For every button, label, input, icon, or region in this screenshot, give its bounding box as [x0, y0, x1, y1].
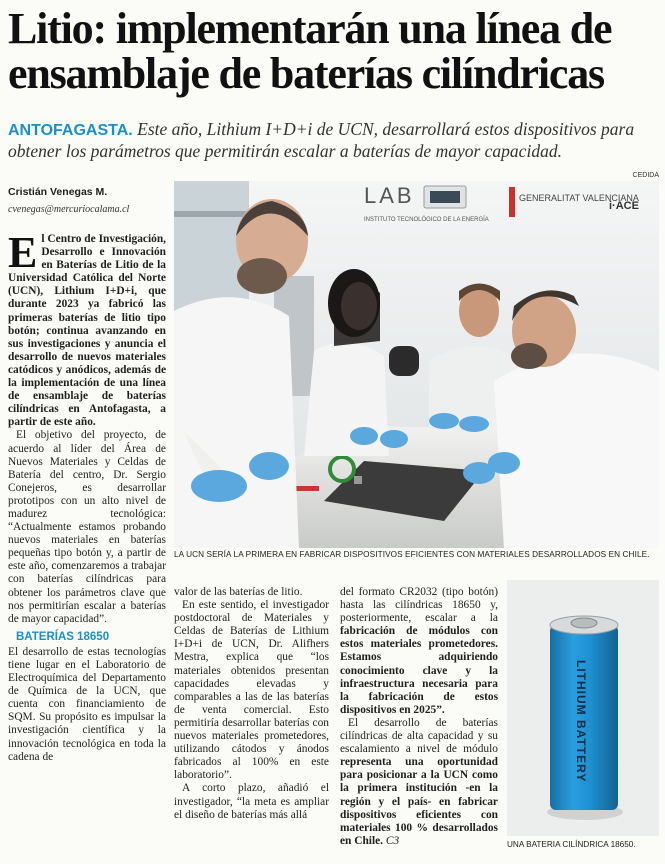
article-column-1 — [8, 228, 166, 764]
paragraph-value-chain: valor de las baterías de litio. — [174, 586, 303, 598]
paragraph-objective: El objetivo del proyecto, de acuerdo al líder del Área de Nuevos Materiales y Celdas de Batería del centro, Dr. Sergio Conejeros, es desarrollar prototipos con un alto nivel de madurez tecnológica: “Actualmente estamos probando nuevos materiales en baterías pequeñas tipo botón y, a partir de este año, comenzaremos a trabajar con baterías cilíndricas para obtener los parámetros clave que nos permitirían escalar a baterías de mayor capacidad”. — [8, 429, 166, 625]
paragraph-format: del formato CR2032 (tipo botón) hasta las cilíndricas 18650 y, posteriormente, escalar a la fabricación de módulos con estos materiales prometedores. Estamos adquiriendo conocimiento clave y la infraestructura necesaria para la fabricación de estos dispositivos en 2025”. — [340, 586, 498, 716]
drop-cap: E — [8, 228, 38, 277]
lead-text: Este año, Lithium I+D+i de UCN, desarrollará estos dispositivos para obtener los parámetros que permitirán escalar a baterías de mayor capacidad. — [8, 119, 635, 161]
battery-caption: UNA BATERIA CILÍNDRICA 18650. — [507, 840, 636, 849]
battery-label: LITHIUM BATTERY — [574, 660, 588, 783]
paragraph-short-term: A corto plazo, añadió el investigador, “la meta es ampliar el diseño de baterías más allá — [174, 782, 329, 821]
subheading: BATERÍAS 18650 — [16, 630, 110, 643]
paragraph-intro: El Centro de Investigación, Desarrollo e Innovación en Baterías de Litio de la Universidad Católica del Norte (UCN), Lithium I+D+i, que durante 2023 ya fabricó las primeras baterías de litio tipo botón; continua avanzando en sus investigaciones y anuncia el desarrollo de nuevos materiales catódicos y anódicos, además de la implementación de una línea de ensamblaje de baterías cilíndricas en Antofagasta, a partir de este año. — [8, 228, 166, 429]
paragraph-development: El desarrollo de estas tecnologías tiene lugar en el Laboratorio de Electroquímica del Departamento de Química de la UCN, que cuenta con financiamiento de SQM. Su propósito es impulsar la investigación científica y la innovación tecnológica en toda la cadena de — [8, 645, 166, 763]
lab-photo — [174, 181, 659, 548]
svg-text:INSTITUTO TECNOLÓGICO DE LA EN: INSTITUTO TECNOLÓGICO DE LA ENERGÍA — [364, 217, 489, 223]
lead-location: ANTOFAGASTA. — [8, 122, 133, 139]
paragraph-closing: El desarrollo de baterías cilíndricas de alta capacidad y su escalamiento a nivel de módulo representa una oportunidad para posicionar a la UCN como la primera institución -en la región y el país- en fabricar dispositivos eficientes con materiales 100 % desarrollados en Chile. C3 — [340, 716, 498, 847]
headline: Litio: implementarán una línea de ensamblaje de baterías cilíndricas — [8, 4, 612, 98]
paragraph-researcher: En este sentido, el investigador postdoctoral de Materiales y Celdas de Baterías de Lithium I+D+i de UCN, Dr. Alifhers Mestra, explica que “los materiales obtenidos presentan capacidades elevadas y comparables a las de las baterías de venta comercial. Esto permitiría desarrollar baterías con nuevos materiales prometedores, utilizando cátodos y ánodos fabricados al 100% en este laboratorio”. — [174, 599, 329, 782]
battery-photo — [507, 580, 659, 836]
author-email[interactable]: cvenegas@mercuriocalama.cl — [8, 204, 130, 215]
photo-caption: LA UCN SERÍA LA PRIMERA EN FABRICAR DISPOSITIVOS EFICIENTES CON MATERIALES DESARROLLADOS EN CHILE. — [174, 550, 650, 559]
author-name: Cristián Venegas M. — [8, 186, 108, 198]
battery-icon — [507, 580, 659, 836]
article-column-3 — [340, 586, 498, 848]
logo-iace: i·ACE — [609, 200, 639, 212]
photo-credit: CEDIDA — [632, 172, 659, 179]
svg-text:LAB: LAB — [364, 183, 415, 208]
end-mark: C3 — [385, 834, 400, 847]
svg-text:GENERALITAT VALENCIANA: GENERALITAT VALENCIANA — [519, 193, 639, 203]
byline — [8, 186, 168, 215]
article-column-2 — [174, 586, 329, 822]
lab-scene — [174, 181, 659, 548]
lead-paragraph — [8, 119, 660, 162]
